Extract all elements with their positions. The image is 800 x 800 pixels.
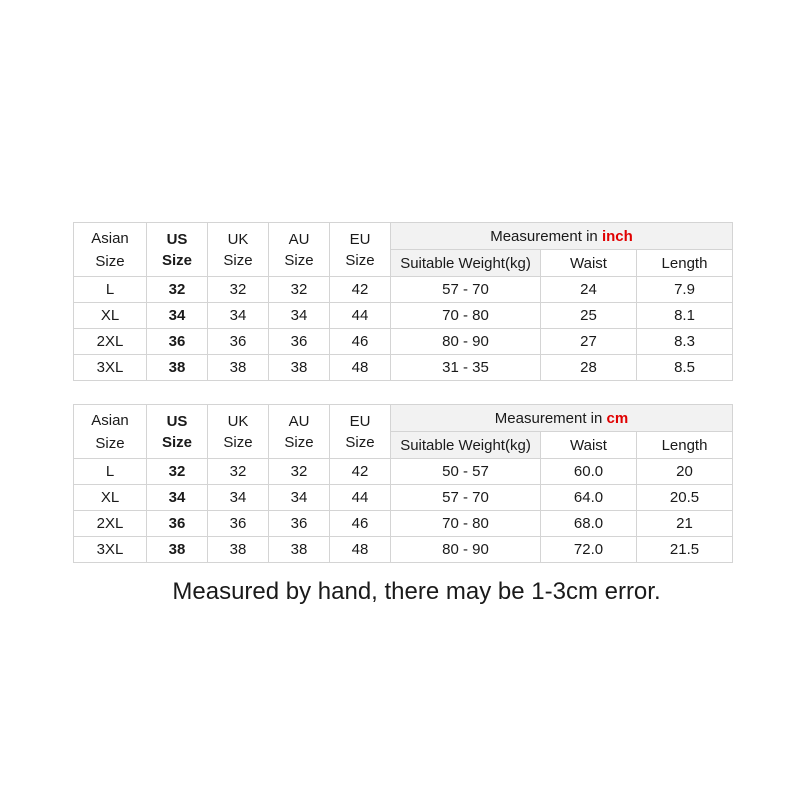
- measurement-note: Measured by hand, there may be 1-3cm error.: [172, 578, 661, 605]
- waist-header: Waist: [541, 250, 637, 277]
- eu-size-cell: 44: [330, 485, 391, 511]
- uk-size-cell: 34: [208, 303, 269, 329]
- table-row: [74, 329, 733, 355]
- weight-cell: 57 - 70: [391, 485, 541, 511]
- au-size-cell: 38: [269, 537, 330, 563]
- waist-cell: 27: [541, 329, 637, 355]
- asian-size-cell: XL: [74, 485, 147, 511]
- length-header: Length: [637, 432, 733, 459]
- weight-cell: 70 - 80: [391, 303, 541, 329]
- au-size-cell: 32: [269, 277, 330, 303]
- uk-size-cell: 38: [208, 355, 269, 381]
- table-row: [74, 459, 733, 485]
- unit-label: inch: [601, 227, 633, 245]
- size-table-inch: [73, 222, 733, 381]
- waist-cell: 64.0: [541, 485, 637, 511]
- asian-size-cell: 3XL: [74, 537, 147, 563]
- uk-size-cell: 38: [208, 537, 269, 563]
- us-size-cell: 32: [147, 277, 208, 303]
- unit-label: cm: [606, 409, 629, 427]
- au-size-header: AU Size: [269, 223, 330, 277]
- weight-cell: 70 - 80: [391, 511, 541, 537]
- eu-size-header: EU Size: [330, 405, 391, 459]
- table-row: [74, 277, 733, 303]
- us-size-cell: 36: [147, 329, 208, 355]
- length-cell: 8.3: [637, 329, 733, 355]
- table-row: [74, 355, 733, 381]
- asian-size-header: Asian Size: [74, 223, 147, 277]
- weight-cell: 80 - 90: [391, 537, 541, 563]
- asian-size-cell: 3XL: [74, 355, 147, 381]
- table-row: [74, 485, 733, 511]
- uk-size-cell: 36: [208, 511, 269, 537]
- asian-size-header: Asian Size: [74, 405, 147, 459]
- waist-header: Waist: [541, 432, 637, 459]
- length-header: Length: [637, 250, 733, 277]
- eu-size-cell: 46: [330, 511, 391, 537]
- waist-cell: 72.0: [541, 537, 637, 563]
- measurement-title: Measurement in cm: [391, 405, 733, 432]
- length-cell: 21.5: [637, 537, 733, 563]
- weight-cell: 80 - 90: [391, 329, 541, 355]
- eu-size-cell: 42: [330, 277, 391, 303]
- table-row: [74, 511, 733, 537]
- asian-size-cell: XL: [74, 303, 147, 329]
- uk-size-cell: 32: [208, 277, 269, 303]
- eu-size-cell: 48: [330, 355, 391, 381]
- au-size-cell: 34: [269, 303, 330, 329]
- au-size-cell: 32: [269, 459, 330, 485]
- suitable-weight-header: Suitable Weight(kg): [391, 432, 541, 459]
- asian-size-cell: 2XL: [74, 329, 147, 355]
- length-cell: 8.5: [637, 355, 733, 381]
- suitable-weight-header: Suitable Weight(kg): [391, 250, 541, 277]
- us-size-cell: 32: [147, 459, 208, 485]
- au-size-cell: 36: [269, 329, 330, 355]
- us-size-header: US Size: [147, 405, 208, 459]
- au-size-cell: 36: [269, 511, 330, 537]
- eu-size-cell: 46: [330, 329, 391, 355]
- au-size-header: AU Size: [269, 405, 330, 459]
- length-cell: 7.9: [637, 277, 733, 303]
- us-size-cell: 38: [147, 537, 208, 563]
- uk-size-header: UK Size: [208, 223, 269, 277]
- uk-size-cell: 32: [208, 459, 269, 485]
- us-size-cell: 38: [147, 355, 208, 381]
- length-cell: 21: [637, 511, 733, 537]
- size-table-cm: [73, 404, 733, 563]
- waist-cell: 24: [541, 277, 637, 303]
- waist-cell: 28: [541, 355, 637, 381]
- uk-size-cell: 34: [208, 485, 269, 511]
- uk-size-header: UK Size: [208, 405, 269, 459]
- au-size-cell: 34: [269, 485, 330, 511]
- eu-size-header: EU Size: [330, 223, 391, 277]
- waist-cell: 60.0: [541, 459, 637, 485]
- eu-size-cell: 48: [330, 537, 391, 563]
- asian-size-cell: 2XL: [74, 511, 147, 537]
- weight-cell: 31 - 35: [391, 355, 541, 381]
- length-cell: 20: [637, 459, 733, 485]
- us-size-cell: 34: [147, 485, 208, 511]
- weight-cell: 57 - 70: [391, 277, 541, 303]
- au-size-cell: 38: [269, 355, 330, 381]
- eu-size-cell: 42: [330, 459, 391, 485]
- us-size-cell: 36: [147, 511, 208, 537]
- asian-size-cell: L: [74, 277, 147, 303]
- length-cell: 8.1: [637, 303, 733, 329]
- asian-size-cell: L: [74, 459, 147, 485]
- length-cell: 20.5: [637, 485, 733, 511]
- us-size-header: US Size: [147, 223, 208, 277]
- eu-size-cell: 44: [330, 303, 391, 329]
- uk-size-cell: 36: [208, 329, 269, 355]
- table-row: [74, 537, 733, 563]
- waist-cell: 25: [541, 303, 637, 329]
- weight-cell: 50 - 57: [391, 459, 541, 485]
- measurement-title: Measurement in inch: [391, 223, 733, 250]
- us-size-cell: 34: [147, 303, 208, 329]
- table-row: [74, 303, 733, 329]
- waist-cell: 68.0: [541, 511, 637, 537]
